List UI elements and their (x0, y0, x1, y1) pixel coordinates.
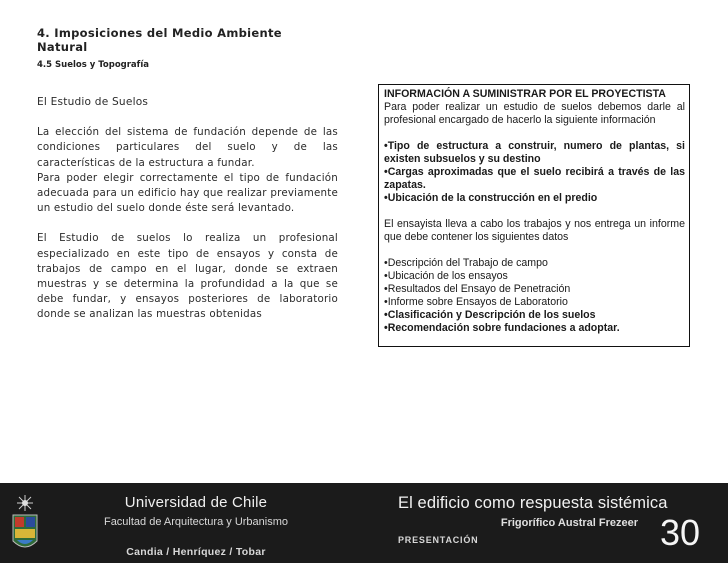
study-heading: El Estudio de Suelos (37, 96, 149, 108)
info-box-title: INFORMACIÓN A SUMINISTRAR POR EL PROYECTISTA (384, 88, 666, 100)
paragraph-soil-study: Para poder elegir correctamente el tipo de fundación adecuada para un edificio hay que realizar previamente un estudio del suelo donde éste será levantado. (37, 171, 338, 215)
page-number: 30 (660, 512, 701, 553)
course-title: El edificio como respuesta sistémica (398, 494, 668, 512)
university-name: Universidad de Chile (124, 494, 268, 511)
report-item: •Recomendación sobre fundaciones a adoptar. (384, 322, 620, 334)
report-item: •Clasificación y Descripción de los suelos (384, 309, 596, 321)
report-item: •Ubicación de los ensayos (384, 270, 508, 282)
paragraph-professional: El Estudio de suelos lo realiza un profesional especializado en este tipo de ensayos y consta de trabajos de campo en el lugar, donde se extraen muestras y se determina la profundidad a la que se debe fundar, y ensayos posteriores de laboratorio donde se analizan las muestras obtenidas (37, 232, 338, 321)
section-title: 4. Imposiciones del Medio Ambiente Natural (37, 26, 282, 54)
report-item: •Descripción del Trabajo de campo (384, 257, 548, 269)
report-intro: El ensayista lleva a cabo los trabajos y nos entrega un informe que debe contener los siguientes datos (384, 218, 685, 243)
report-item: •Resultados del Ensayo de Penetración (384, 283, 571, 295)
left-column (37, 95, 338, 323)
required-item: •Cargas aproximadas que el suelo recibirá a través de las zapatas. (384, 166, 685, 191)
authors: Candia / Henríquez / Tobar (126, 546, 266, 558)
footer (0, 483, 728, 563)
report-item: •Informe sobre Ensayos de Laboratorio (384, 296, 568, 308)
info-box (378, 84, 690, 347)
required-item: •Tipo de estructura a construir, numero de plantas, si existen subsuelos y su destino (384, 140, 685, 165)
required-item: •Ubicación de la construcción en el predio (384, 192, 598, 204)
section-label: PRESENTACIÓN (398, 535, 479, 545)
info-box-intro: Para poder realizar un estudio de suelos debemos darle al profesional encargado de hacerlo la siguiente información (384, 101, 685, 126)
project-name: Frigorífico Austral Frezeer (500, 517, 638, 529)
faculty-name: Facultad de Arquitectura y Urbanismo (103, 516, 289, 528)
paragraph-foundation-choice: La elección del sistema de fundación depende de las condiciones particulares del suelo y de las características de la estructura a fundar. (37, 126, 338, 169)
subsection-title: 4.5 Suelos y Topografía (37, 60, 150, 70)
